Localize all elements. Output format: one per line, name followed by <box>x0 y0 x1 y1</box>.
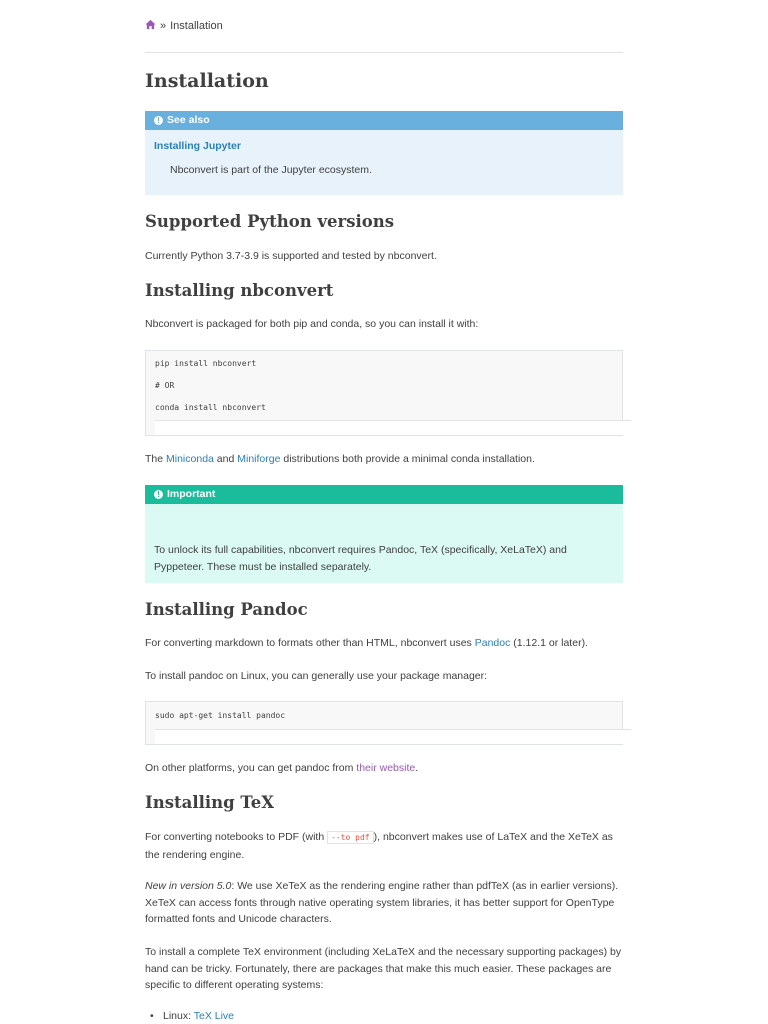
home-icon <box>145 19 156 30</box>
see-also-title-bar <box>145 111 623 130</box>
breadcrumb-current: Installation <box>170 20 223 32</box>
code-line: conda install nbconvert <box>155 403 266 412</box>
page-title: Installation <box>145 70 269 92</box>
code-line: # OR <box>155 381 175 390</box>
text-fragment: and <box>213 453 238 465</box>
exclamation-circle-icon: ! <box>154 490 163 499</box>
tex-complete-text: To install a complete TeX environment (including XeLaTeX and the necessary supporting packages) by hand can be tricky. Fortunately, there are packages that make this much easier. These packages are specific to different operating systems: <box>145 946 622 991</box>
tex-new-in-version-text <box>145 878 623 928</box>
installing-pandoc-heading: Installing Pandoc <box>145 600 308 619</box>
important-title: Important <box>167 488 216 500</box>
text-fragment: distributions both provide a minimal conda installation. <box>280 453 535 465</box>
code-line: pip install nbconvert <box>155 359 257 368</box>
python-versions-heading: Supported Python versions <box>145 212 395 231</box>
list-item-label: Linux: <box>163 1010 194 1022</box>
installing-tex-heading: Installing TeX <box>145 793 275 812</box>
code-line: sudo apt-get install pandoc <box>155 711 286 720</box>
miniconda-link[interactable]: Miniconda <box>166 453 214 465</box>
text-fragment: (1.12.1 or later). <box>510 637 588 649</box>
important-text: To unlock its full capabilities, nbconvert requires Pandoc, TeX (specifically, XeLaTeX) and Pyppeteer. These must be installed separately. <box>154 544 567 573</box>
text-fragment: For converting markdown to formats other than HTML, nbconvert uses <box>145 637 475 649</box>
os-package-list <box>145 1010 234 1022</box>
tex-live-link[interactable]: TeX Live <box>193 1010 235 1022</box>
header-divider <box>145 52 623 53</box>
installing-nbconvert-text: Nbconvert is packaged for both pip and conda, so you can install it with: <box>145 318 479 330</box>
conda-distributions-text <box>145 451 623 468</box>
installing-nbconvert-heading: Installing nbconvert <box>145 281 334 300</box>
see-also-title: See also <box>167 114 210 126</box>
text-fragment: For converting notebooks to PDF (with <box>145 831 328 843</box>
code-scroll-area <box>155 420 631 435</box>
text-fragment: . <box>415 762 419 774</box>
version-note: New in version 5.0 <box>145 880 232 892</box>
tex-pdf-text <box>145 829 623 863</box>
breadcrumb-separator: » <box>160 20 167 32</box>
pandoc-link[interactable]: Pandoc <box>474 637 511 649</box>
pandoc-text <box>145 635 623 652</box>
text-fragment: On other platforms, you can get pandoc from <box>145 762 357 774</box>
text-fragment: The <box>145 453 167 465</box>
pandoc-other-platforms-text <box>145 760 623 777</box>
code-scroll-area <box>155 729 631 744</box>
text-fragment: ), nbconvert makes use of LaTeX and the XeTeX as the rendering engine. <box>145 831 613 861</box>
pandoc-linux-text: To install pandoc on Linux, you can generally use your package manager: <box>145 670 488 682</box>
see-also-text: Nbconvert is part of the Jupyter ecosystem. <box>170 164 372 176</box>
installing-jupyter-link[interactable]: Installing Jupyter <box>154 140 241 152</box>
text-fragment: : We use XeTeX as the rendering engine rather than pdfTeX (as in earlier versions). XeTeX can access fonts through native operating system libraries, it has better support for OpenType formatted fonts and Unicode characters. <box>145 880 619 925</box>
list-item <box>145 1010 234 1022</box>
to-pdf-code: --to pdf <box>327 831 374 844</box>
pandoc-website-link[interactable]: their website <box>356 762 416 774</box>
important-admonition <box>145 485 623 583</box>
exclamation-circle-icon: ! <box>154 116 163 125</box>
breadcrumb <box>145 19 223 33</box>
code-block-pandoc[interactable] <box>145 701 623 745</box>
miniforge-link[interactable]: Miniforge <box>237 453 281 465</box>
python-versions-text: Currently Python 3.7-3.9 is supported and tested by nbconvert. <box>145 250 437 262</box>
important-title-bar <box>145 485 623 504</box>
see-also-admonition <box>145 111 623 195</box>
home-link[interactable] <box>145 19 156 33</box>
code-block-nbconvert[interactable] <box>145 350 623 436</box>
